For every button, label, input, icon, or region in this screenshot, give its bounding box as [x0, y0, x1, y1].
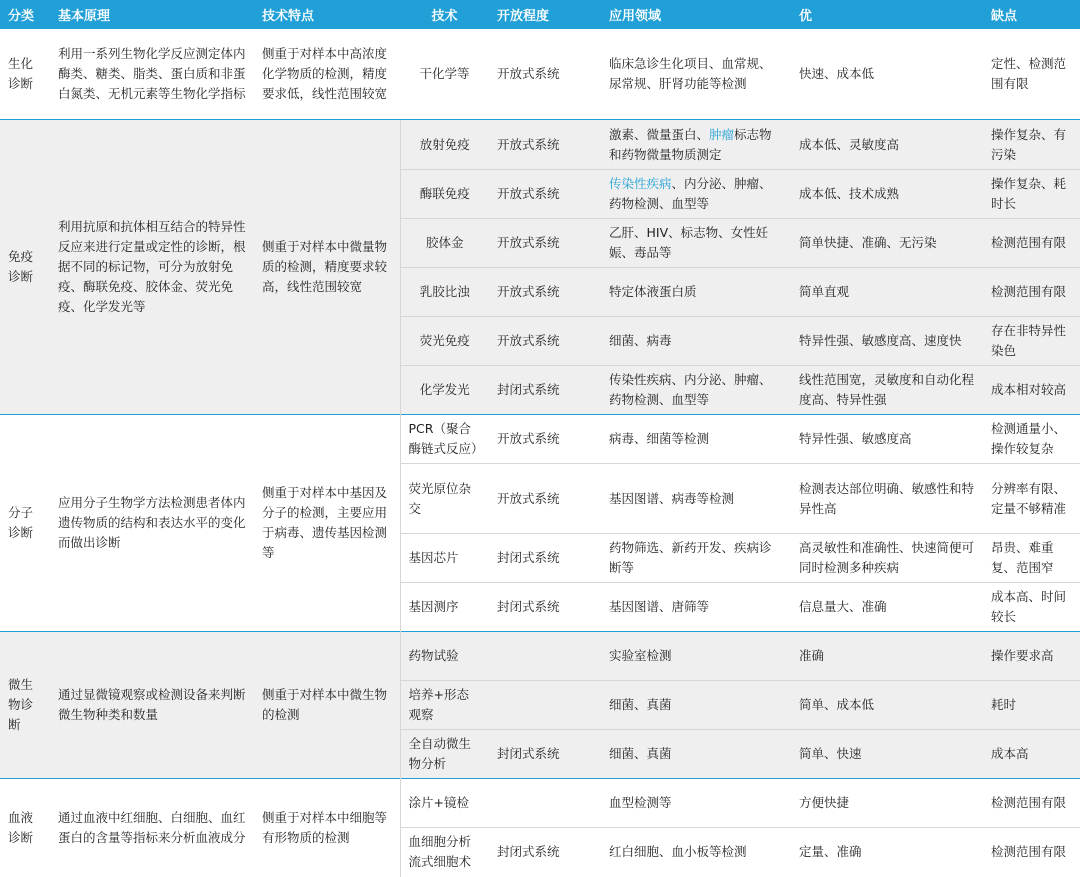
application-cell: 临床急诊生化项目、血常规、尿常规、肝肾功能等检测: [601, 29, 791, 120]
tech-cell: 药物试验: [400, 632, 489, 681]
application-cell: 细菌、真菌: [601, 730, 791, 779]
openness-cell: 封闭式系统: [489, 828, 601, 877]
application-cell: [601, 120, 791, 170]
tech-cell: 培养+形态观察: [400, 681, 489, 730]
header-pros: 优: [791, 0, 983, 29]
application-text: 激素、微量蛋白、: [609, 126, 710, 142]
header-tech: 技术: [400, 0, 489, 29]
pros-cell: 特异性强、敏感度高: [791, 415, 983, 464]
openness-cell: [489, 779, 601, 828]
pros-cell: 成本低、灵敏度高: [791, 120, 983, 170]
openness-cell: 开放式系统: [489, 464, 601, 534]
cons-cell: 检测范围有限: [983, 779, 1080, 828]
cons-cell: 存在非特异性染色: [983, 317, 1080, 366]
tech-cell: 干化学等: [400, 29, 489, 120]
feature-cell: 侧重于对样本中微量物质的检测，精度要求较高，线性范围较宽: [254, 120, 400, 415]
application-cell: 传染性疾病、内分泌、肿瘤、药物检测、血型等: [601, 366, 791, 415]
cons-cell: 检测范围有限: [983, 268, 1080, 317]
table-row: [0, 29, 1080, 120]
pros-cell: 简单、快速: [791, 730, 983, 779]
pros-cell: 方便快捷: [791, 779, 983, 828]
cons-cell: 成本高、时间较长: [983, 583, 1080, 632]
pros-cell: 高灵敏性和准确性、快速简便可同时检测多种疾病: [791, 534, 983, 583]
tech-cell: 血细胞分析流式细胞术: [400, 828, 489, 877]
principle-cell: 通过显微镜观察或检测设备来判断微生物种类和数量: [50, 632, 254, 779]
application-cell: 血型检测等: [601, 779, 791, 828]
openness-cell: 开放式系统: [489, 268, 601, 317]
principle-cell: 利用抗原和抗体相互结合的特异性反应来进行定量或定性的诊断，根据不同的标记物，可分为放射免疫、酶联免疫、胶体金、荧光免疫、化学发光等: [50, 120, 254, 415]
application-cell: 病毒、细菌等检测: [601, 415, 791, 464]
tech-cell: 荧光免疫: [400, 317, 489, 366]
category-cell: 微生物诊断: [0, 632, 50, 779]
openness-cell: 开放式系统: [489, 317, 601, 366]
pros-cell: 信息量大、准确: [791, 583, 983, 632]
openness-cell: 开放式系统: [489, 120, 601, 170]
header-principle: 基本原理: [50, 0, 254, 29]
cons-cell: 操作复杂、有污染: [983, 120, 1080, 170]
application-cell: 细菌、真菌: [601, 681, 791, 730]
table-row: [0, 120, 1080, 170]
feature-cell: 侧重于对样本中基因及分子的检测，主要应用于病毒、遗传基因检测等: [254, 415, 400, 632]
tech-cell: PCR（聚合酶链式反应）: [400, 415, 489, 464]
category-cell: 血液诊断: [0, 779, 50, 877]
application-cell: 药物筛选、新药开发、疾病诊断等: [601, 534, 791, 583]
pros-cell: 特异性强、敏感度高、速度快: [791, 317, 983, 366]
feature-cell: 侧重于对样本中细胞等有形物质的检测: [254, 779, 400, 877]
header-openness: 开放程度: [489, 0, 601, 29]
principle-cell: 应用分子生物学方法检测患者体内遗传物质的结构和表达水平的变化而做出诊断: [50, 415, 254, 632]
application-cell: [601, 170, 791, 219]
table-row: [0, 632, 1080, 681]
openness-cell: 封闭式系统: [489, 366, 601, 415]
tech-cell: 基因芯片: [400, 534, 489, 583]
pros-cell: 简单、成本低: [791, 681, 983, 730]
openness-cell: 封闭式系统: [489, 534, 601, 583]
openness-cell: 封闭式系统: [489, 583, 601, 632]
header-cons: 缺点: [983, 0, 1080, 29]
tech-cell: 全自动微生物分析: [400, 730, 489, 779]
table-row: [0, 415, 1080, 464]
category-cell: 生化诊断: [0, 29, 50, 120]
header-application: 应用领域: [601, 0, 791, 29]
cons-cell: 检测范围有限: [983, 219, 1080, 268]
cons-cell: 成本相对较高: [983, 366, 1080, 415]
tech-cell: 荧光原位杂交: [400, 464, 489, 534]
openness-cell: [489, 632, 601, 681]
header-row: [0, 0, 1080, 29]
openness-cell: 开放式系统: [489, 415, 601, 464]
openness-cell: 封闭式系统: [489, 730, 601, 779]
application-text: 标志物和药物微量物质测定: [609, 126, 772, 162]
openness-cell: 开放式系统: [489, 219, 601, 268]
pros-cell: 简单直观: [791, 268, 983, 317]
openness-cell: 开放式系统: [489, 170, 601, 219]
application-text: 、内分泌、肿瘤、药物检测、血型等: [609, 176, 772, 211]
tech-cell: 放射免疫: [400, 120, 489, 170]
category-cell: 分子诊断: [0, 415, 50, 632]
pros-cell: 检测表达部位明确、敏感性和特异性高: [791, 464, 983, 534]
openness-cell: 开放式系统: [489, 29, 601, 120]
tech-cell: 胶体金: [400, 219, 489, 268]
cons-cell: 耗时: [983, 681, 1080, 730]
application-cell: 实验室检测: [601, 632, 791, 681]
application-cell: 基因图谱、唐筛等: [601, 583, 791, 632]
openness-cell: [489, 681, 601, 730]
tech-cell: 涂片+镜检: [400, 779, 489, 828]
cons-cell: 定性、检测范围有限: [983, 29, 1080, 120]
application-cell: 细菌、病毒: [601, 317, 791, 366]
category-cell: 免疫诊断: [0, 120, 50, 415]
application-cell: 特定体液蛋白质: [601, 268, 791, 317]
cons-cell: 分辨率有限、定量不够精准: [983, 464, 1080, 534]
feature-cell: 侧重于对样本中微生物的检测: [254, 632, 400, 779]
application-highlight: 传染性疾病: [609, 176, 672, 191]
pros-cell: 快速、成本低: [791, 29, 983, 120]
application-cell: 基因图谱、病毒等检测: [601, 464, 791, 534]
tech-cell: 化学发光: [400, 366, 489, 415]
table-row: [0, 779, 1080, 828]
tech-cell: 基因测序: [400, 583, 489, 632]
application-cell: 乙肝、HIV、标志物、女性妊娠、毒品等: [601, 219, 791, 268]
cons-cell: 操作复杂、耗时长: [983, 170, 1080, 219]
tech-cell: 乳胶比浊: [400, 268, 489, 317]
principle-cell: 利用一系列生物化学反应测定体内酶类、糖类、脂类、蛋白质和非蛋白氮类、无机元素等生物化学指标: [50, 29, 254, 120]
feature-cell: 侧重于对样本中高浓度化学物质的检测，精度要求低，线性范围较宽: [254, 29, 400, 120]
application-highlight: 肿瘤: [709, 126, 735, 142]
cons-cell: 操作要求高: [983, 632, 1080, 681]
pros-cell: 线性范围宽，灵敏度和自动化程度高、特异性强: [791, 366, 983, 415]
pros-cell: 简单快捷、准确、无污染: [791, 219, 983, 268]
header-category: 分类: [0, 0, 50, 29]
cons-cell: 检测通量小、操作较复杂: [983, 415, 1080, 464]
header-feature: 技术特点: [254, 0, 400, 29]
pros-cell: 成本低、技术成熟: [791, 170, 983, 219]
cons-cell: 成本高: [983, 730, 1080, 779]
application-cell: 红白细胞、血小板等检测: [601, 828, 791, 877]
pros-cell: 定量、准确: [791, 828, 983, 877]
tech-cell: 酶联免疫: [400, 170, 489, 219]
cons-cell: 昂贵、难重复、范围窄: [983, 534, 1080, 583]
pros-cell: 准确: [791, 632, 983, 681]
cons-cell: 检测范围有限: [983, 828, 1080, 877]
principle-cell: 通过血液中红细胞、白细胞、血红蛋白的含量等指标来分析血液成分: [50, 779, 254, 877]
